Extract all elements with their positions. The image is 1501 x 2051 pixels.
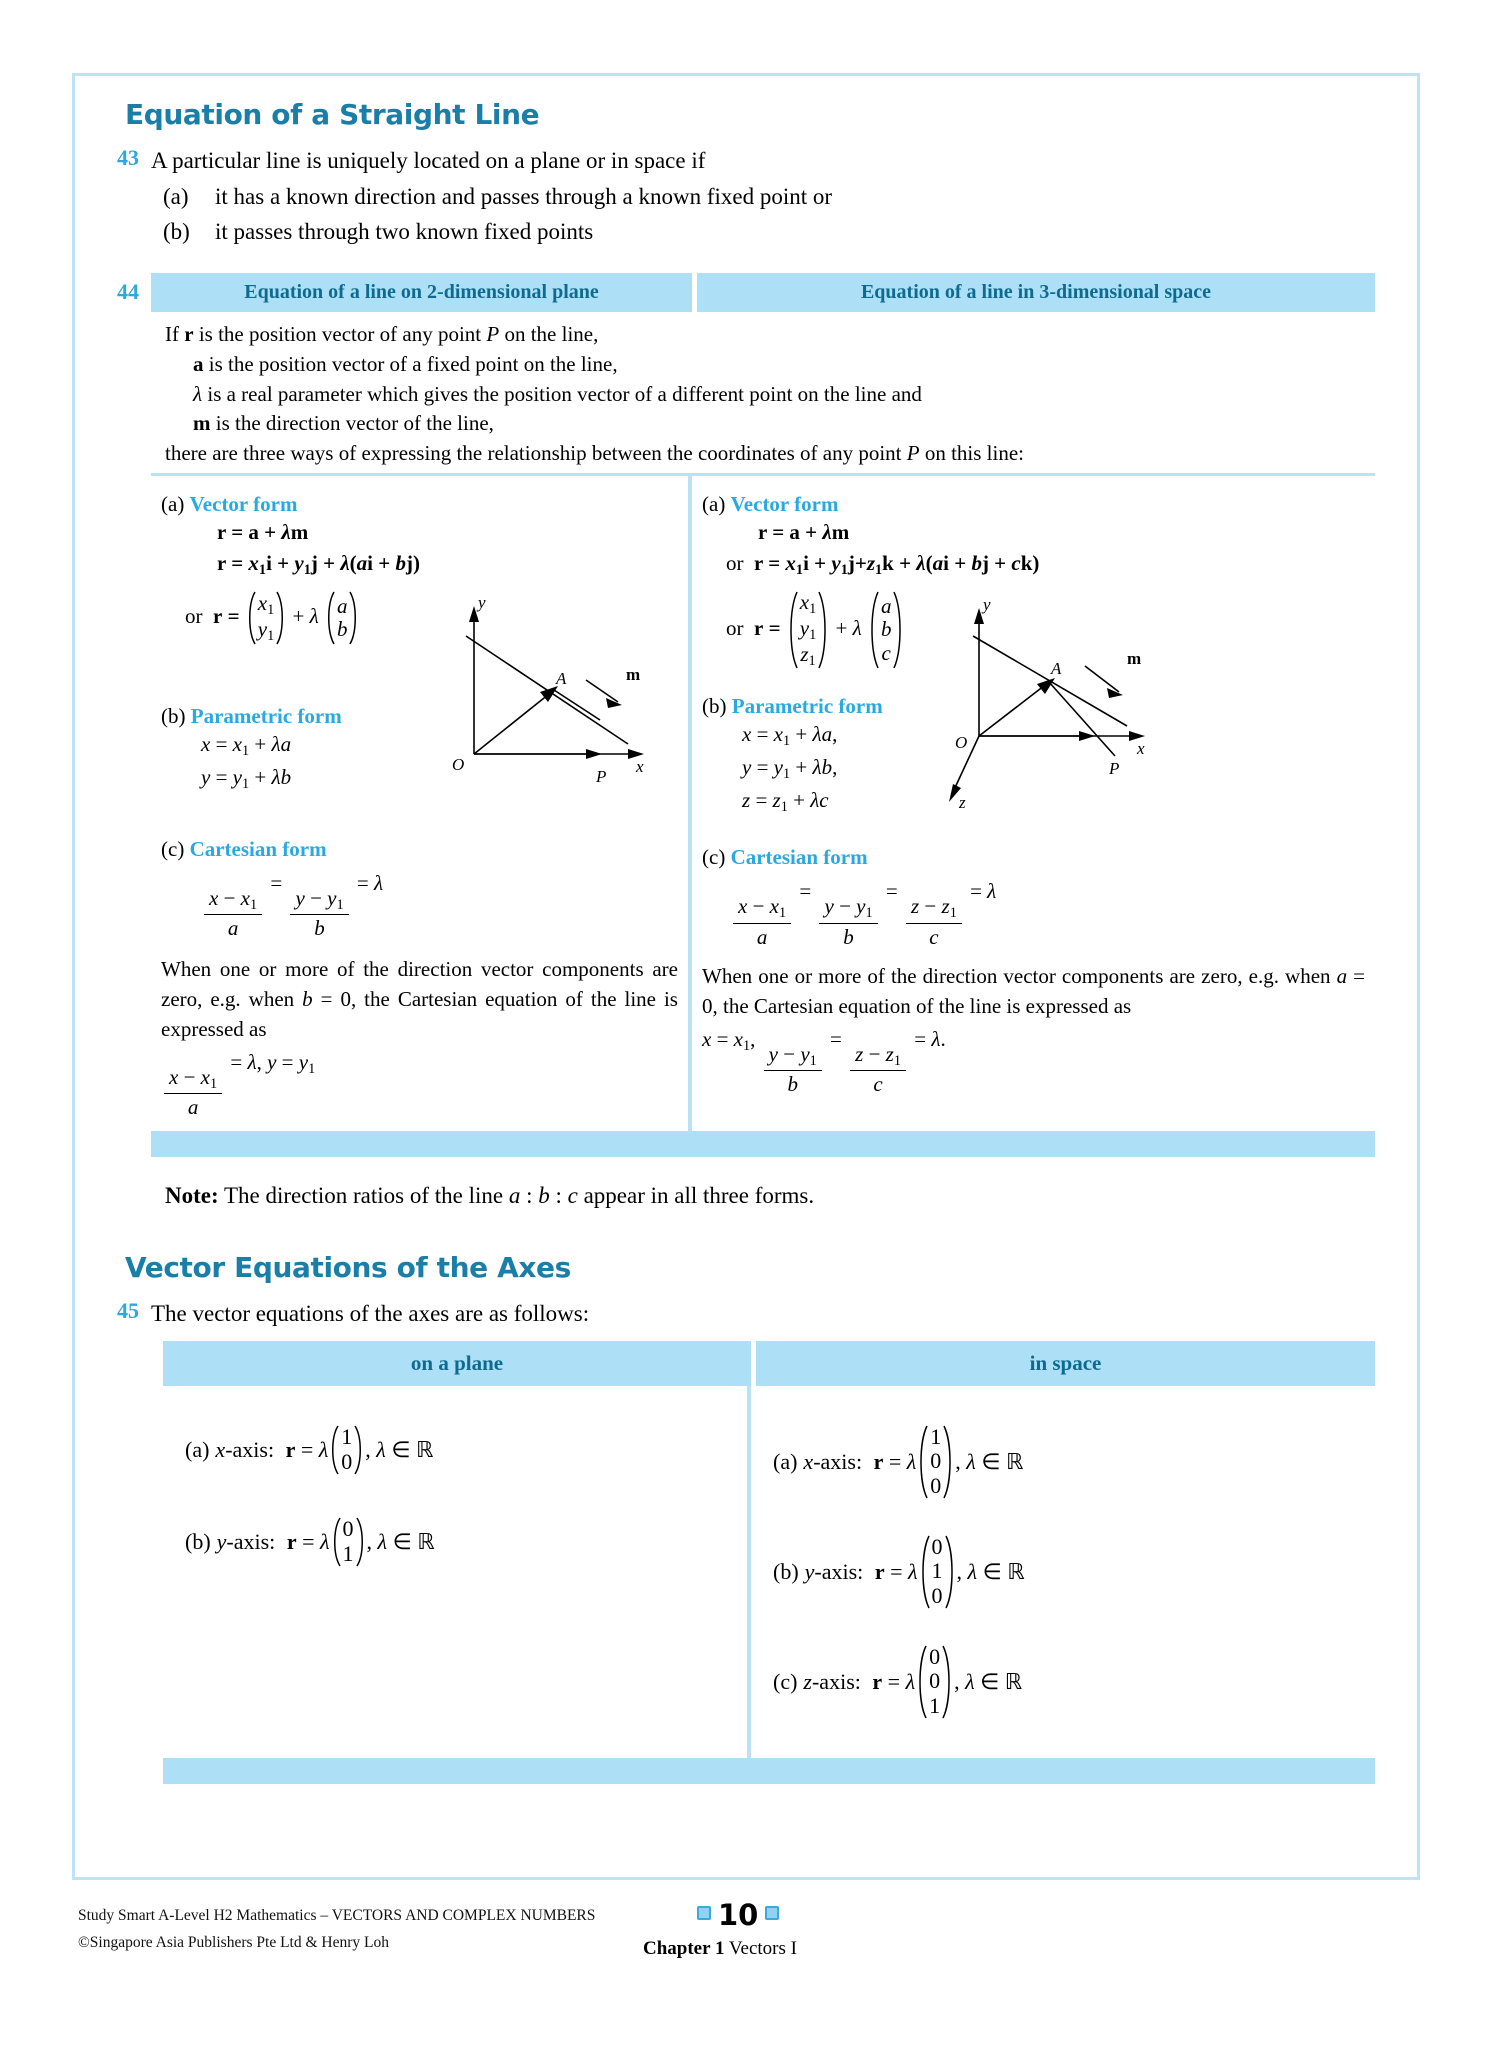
section-title-axes: Vector Equations of the Axes — [125, 1250, 571, 1284]
right-param-eq-2: $y = y_1 + \lambda b$, — [742, 754, 838, 782]
axis-label-x: x — [1137, 739, 1145, 759]
point-label-P: P — [1109, 759, 1120, 779]
diagram-line-3d — [937, 596, 1167, 816]
right-vector-form-heading — [702, 492, 1365, 517]
right-a-label: (a) — [702, 492, 726, 517]
right-or-2: or — [726, 616, 744, 641]
table-45-right-column — [751, 1386, 1375, 1758]
left-c-title: Cartesian form — [189, 836, 327, 861]
column-vector: 1 0 0 — [917, 1424, 954, 1500]
left-vector-form-heading — [161, 492, 678, 517]
item-43 — [103, 145, 1375, 176]
table-45-bottom-band — [163, 1758, 1375, 1784]
left-cartesian-form-heading — [161, 837, 678, 862]
sub-text-b: it passes through two known fixed points — [215, 218, 594, 244]
table-45-body — [163, 1386, 1375, 1758]
right-b-title: Parametric form — [731, 694, 883, 719]
sub-label-b: (b) — [163, 218, 190, 244]
left-vector-eq-2: $r = x_1i + y_1j + \lambda(ai + bj)$ — [217, 550, 420, 578]
definition-line-lambda: λ is a real parameter which gives the position vector of a different point on the line and — [193, 381, 922, 406]
left-param-eq-2: $y = y_1 + \lambda b$ — [201, 764, 292, 792]
column-vector: $x_1$ $y_1$ — [246, 590, 286, 646]
table-44-header-left: Equation of a line on 2-dimensional plane — [151, 273, 692, 312]
page-frame — [72, 73, 1420, 1880]
point-label-A: A — [1051, 659, 1062, 679]
table-45 — [163, 1341, 1375, 1784]
table-44-bottom-band — [151, 1131, 1375, 1157]
left-param-eq-1: $x = x_1 + \lambda a$ — [201, 732, 292, 760]
page-title: Equation of a Straight Line — [125, 98, 540, 131]
item-number-44: 44 — [117, 279, 139, 305]
page-number-block — [690, 1898, 786, 1932]
right-vector-eq-2: or $r = x_1i + y_1j+z_1k + \lambda(ai$ + bj + ck) — [726, 550, 1040, 578]
footer-chapter — [643, 1938, 797, 1960]
right-cartesian-tail: $x = x_1$, $\frac{y - y_1}{b}$ = $\frac{z - z_1}{c}$ = λ. — [702, 1026, 946, 1097]
axis-label-y: y — [478, 594, 486, 613]
item-45-text: The vector equations of the axes are as follows: — [151, 1300, 590, 1326]
item-45 — [103, 1298, 1375, 1329]
table-44-header-right: Equation of a line in 3-dimensional space — [697, 273, 1375, 312]
footer-line-2: ©Singapore Asia Publishers Pte Ltd & Henry Loh — [78, 1934, 389, 1952]
left-a-title: Vector form — [189, 492, 298, 517]
table-44-definitions — [151, 312, 1375, 476]
right-cartesian-form-heading — [702, 845, 1365, 870]
direction-label-m: m — [626, 665, 641, 685]
table-44-left-column — [151, 476, 692, 1130]
axis-label-x: x — [636, 757, 644, 777]
definition-line-a: a is the position vector of a fixed point on the line, — [193, 351, 618, 376]
item-number-45: 45 — [117, 1297, 139, 1323]
footer-chapter-rest: Vectors I — [728, 1938, 797, 1959]
left-vector-eq-3: or r = $x_1$ $y_1$ + λ a b — [185, 590, 678, 646]
axis-row-x-space: (a) x-axis: r = λ 1 0 0 , λ ∈ ℝ — [773, 1423, 1024, 1498]
item-43-sublist — [163, 180, 1375, 249]
left-cartesian-eq: $\frac{x - x_1}{a}$ = $\frac{y - y_1}{b}$ = λ — [201, 868, 678, 942]
right-or-1: or — [726, 550, 744, 575]
left-a-label: (a) — [161, 492, 185, 517]
page-content — [103, 98, 1375, 1784]
column-vector: a b c — [868, 590, 905, 670]
sub-label-a: (a) — [163, 184, 189, 210]
origin-label: O — [955, 733, 968, 753]
diagram-line-2d — [436, 594, 666, 784]
column-vector: a b — [325, 590, 360, 646]
axis-row-y-space: (b) y-axis: r = λ 0 1 0 , λ ∈ ℝ — [773, 1533, 1025, 1608]
right-cartesian-eq: $\frac{x - x_1}{a}$ = $\frac{y - y_1}{b}$ = $\frac{z - z_1}{c}$ = λ — [730, 876, 1365, 950]
left-c-label: (c) — [161, 836, 185, 861]
axis-row-z-space: (c) z-axis: r = λ 0 0 1 , λ ∈ ℝ — [773, 1643, 1023, 1718]
table-45-left-column — [163, 1386, 751, 1758]
point-label-P: P — [596, 767, 607, 785]
axis-row-label: (b) — [773, 1558, 799, 1584]
left-or-1: or — [185, 604, 203, 629]
right-c-label: (c) — [702, 845, 726, 870]
note-text: Note: The direction ratios of the line a : b : c appear in all three forms. — [165, 1182, 815, 1208]
list-item — [163, 215, 1375, 250]
left-cartesian-tail: $\frac{x - x_1}{a}$ = λ, $y = y_1$ — [161, 1047, 678, 1121]
axis-label-y: y — [983, 596, 991, 615]
table-44-body — [151, 476, 1375, 1130]
footer-chapter-bold: Chapter 1 — [643, 1938, 725, 1959]
column-vector: 1 0 — [329, 1424, 364, 1476]
right-vector-eq-3: or r = $x_1$ $y_1$ $z_1$ + λ a b c — [726, 590, 1365, 670]
table-45-header-right: in space — [756, 1341, 1375, 1386]
table-45-header-row — [163, 1341, 1375, 1386]
left-b-label: (b) — [161, 704, 186, 729]
item-number-43: 43 — [117, 145, 139, 170]
table-45-header-left: on a plane — [163, 1341, 751, 1386]
axis-label-z: z — [959, 793, 966, 813]
right-b-label: (b) — [702, 694, 727, 719]
right-param-eq-1: $x = x_1 + \lambda a$, — [742, 722, 838, 750]
axis-row-y-plane: (b) y-axis: r = λ 0 1 , λ ∈ ℝ — [185, 1516, 435, 1566]
footer-line-1: Study Smart A-Level H2 Mathematics – VECTORS AND COMPLEX NUMBERS — [78, 1907, 596, 1924]
direction-label-m: m — [1127, 649, 1142, 669]
sub-text-a: it has a known direction and passes through a known fixed point or — [215, 184, 833, 210]
column-vector: $x_1$ $y_1$ $z_1$ — [787, 590, 829, 670]
point-label-A: A — [556, 669, 567, 689]
left-cartesian-text: When one or more of the direction vector components are zero, e.g. when b = 0, the Cartesian equation of the line is expressed as — [161, 957, 678, 1041]
square-decor-icon — [697, 1906, 711, 1920]
right-vector-eq-1: r = a + λm — [758, 520, 850, 545]
left-vector-eq-1: r = a + λm — [217, 520, 309, 545]
origin-label: O — [452, 755, 465, 775]
table-44 — [103, 273, 1375, 1157]
table-44-right-column — [692, 476, 1375, 1130]
column-vector: 0 1 — [331, 1516, 366, 1568]
column-vector: 0 0 1 — [916, 1644, 953, 1720]
axis-row-x-plane: (a) x-axis: r = λ 1 0 , λ ∈ ℝ — [185, 1424, 434, 1474]
column-vector: 0 1 0 — [919, 1534, 956, 1610]
definition-line-r: If r is the position vector of any point P on the line, — [165, 322, 599, 347]
right-param-eq-3: $z = z_1 + \lambda c$ — [742, 787, 829, 815]
axis-row-label: (a) — [185, 1436, 210, 1462]
axis-row-label: (a) — [773, 1448, 798, 1474]
item-43-text: A particular line is uniquely located on a plane or in space if — [151, 148, 706, 173]
axis-row-label: (c) — [773, 1668, 798, 1694]
definition-line-summary: there are three ways of expressing the relationship between the coordinates of any point P on this line: — [165, 441, 1024, 466]
axis-row-label: (b) — [185, 1528, 211, 1554]
left-b-title: Parametric form — [190, 704, 342, 729]
square-decor-icon — [765, 1906, 779, 1920]
page-number: 10 — [718, 1898, 759, 1932]
footer-credits — [78, 1902, 595, 1956]
list-item — [163, 180, 1375, 215]
right-a-title: Vector form — [730, 492, 839, 517]
table-44-header-row — [151, 273, 1375, 312]
definition-line-m: m is the direction vector of the line, — [193, 411, 494, 436]
right-cartesian-text: When one or more of the direction vector components are zero, e.g. when a = 0, the Cartesian equation of the line is expressed as — [702, 964, 1366, 1018]
right-c-title: Cartesian form — [730, 845, 868, 870]
